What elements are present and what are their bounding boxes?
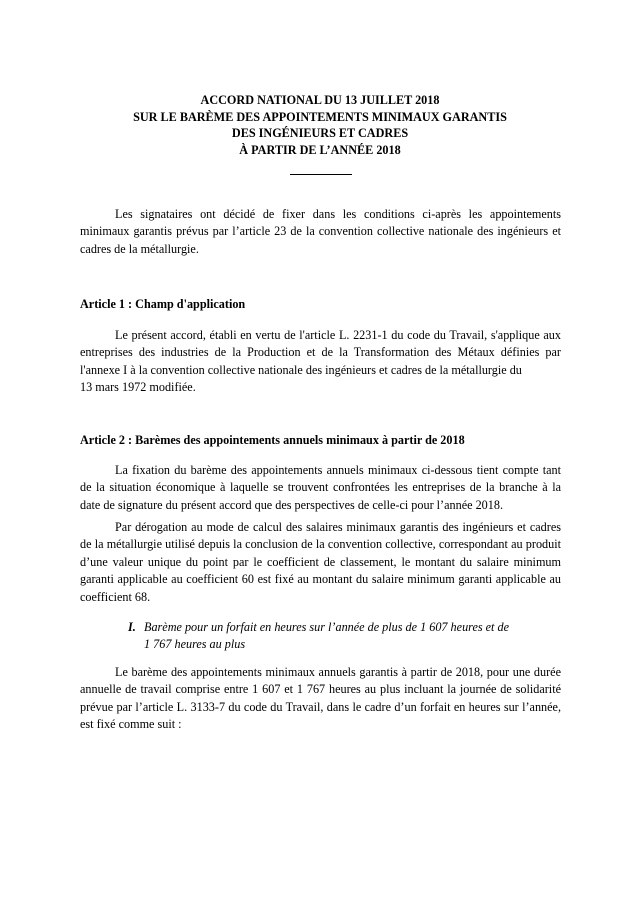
article-2-paragraph-3: Le barème des appointements minimaux annuels garantis à partir de 2018, pour une durée annuelle de travail comprise entre 1 607 et 1 767 heures au plus incluant la journée de solidarité prévue par l’article L. 3133-7 du code du Travail, dans le cadre d’un forfait en heures sur l’année, est fixé comme suit :	[80, 665, 561, 732]
title-separator	[290, 174, 352, 175]
article-1-body-date: 13 mars 1972 modifiée.	[80, 380, 196, 395]
article-1-heading: Article 1 : Champ d'application	[80, 297, 246, 311]
section-1-title-line-2: 1 767 heures au plus	[144, 637, 246, 652]
article-2-paragraph-1: La fixation du barème des appointements annuels minimaux ci-dessous tient compte tant de la situation économique à laquelle se trouvent confrontées les entreprises de la branche à la date de signature du présent accord que des perspectives de celle-ci pour l’année 2018.	[80, 463, 561, 512]
intro-paragraph: Les signataires ont décidé de fixer dans les conditions ci-après les appointements minimaux garantis prévus par l’article 23 de la convention collective nationale des ingénieurs et cadres de la métallurgie.	[80, 207, 561, 256]
title-line-1: ACCORD NATIONAL DU 13 JUILLET 2018	[200, 93, 440, 107]
title-line-2: SUR LE BARÈME DES APPOINTEMENTS MINIMAUX GARANTIS	[133, 109, 507, 124]
article-1-body	[80, 327, 561, 397]
document-title	[80, 92, 560, 158]
section-1-number: I.	[128, 620, 136, 634]
section-1-title-line-1: Barème pour un forfait en heures sur l’année de plus de 1 607 heures et de	[144, 620, 509, 634]
article-2-paragraph-2: Par dérogation au mode de calcul des salaires minimaux garantis des ingénieurs et cadres de la métallurgie utilisé depuis la conclusion de la convention collective, correspondant au produit d’une valeur unique du point par le coefficient de classement, le montant du salaire minimum garanti applicable au coefficient 60 est fixé au montant du salaire minimum garanti applicable au coefficient 68.	[80, 520, 561, 604]
title-line-3: DES INGÉNIEURS ET CADRES	[231, 126, 409, 141]
title-line-4: À PARTIR DE L’ANNÉE 2018	[239, 142, 401, 157]
section-1-heading	[128, 619, 561, 654]
article-1-body-text: Le présent accord, établi en vertu de l'article L. 2231-1 du code du Travail, s'applique aux entreprises des industries de la Production et de la Transformation des Métaux définies par l'annexe I à la convention collective nationale des ingénieurs et cadres de la métallurgie du	[80, 328, 561, 377]
article-2-heading: Article 2 : Barèmes des appointements annuels minimaux à partir de 2018	[80, 433, 465, 447]
